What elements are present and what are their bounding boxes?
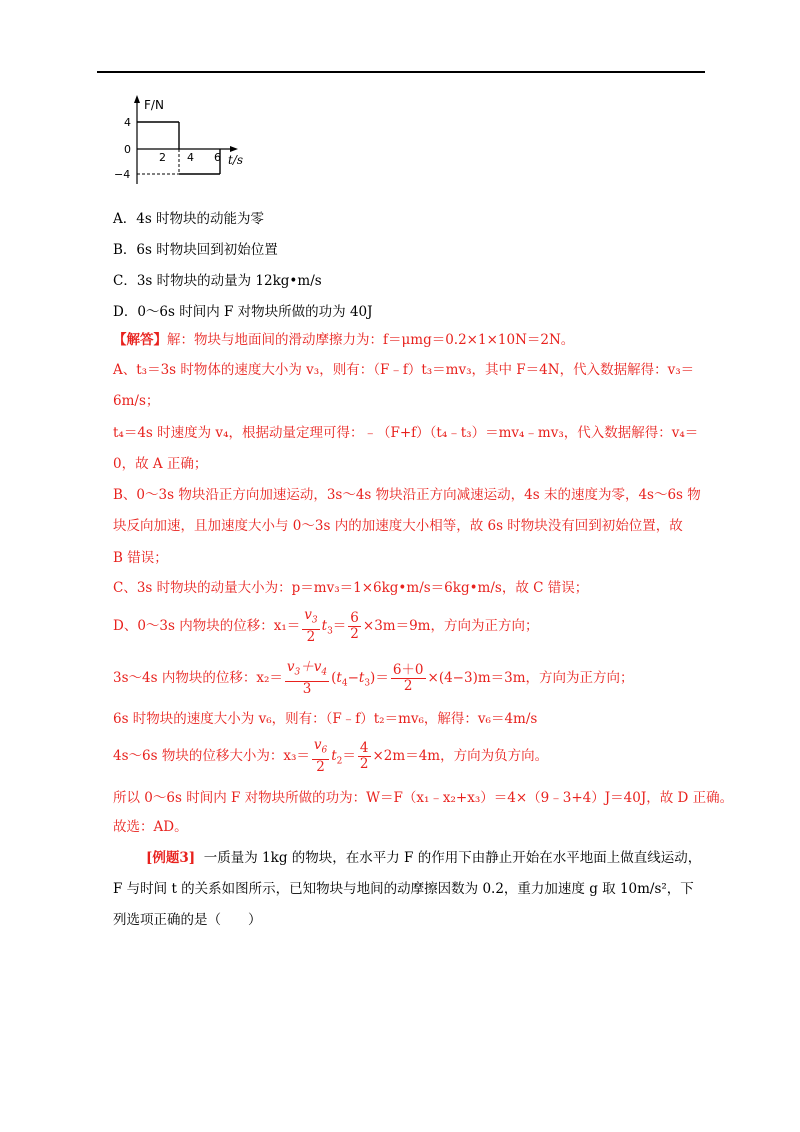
fraction-6-plus-0-over-2: $\frac{6+0}{2}$ xyxy=(392,661,424,694)
answer-b-line1: B、0～3s 物块沿正方向加速运动，3s～4s 物块沿正方向减速运动，4s 末的速度为零，4s～6s 物 xyxy=(113,487,701,503)
x-tick-4: 4 xyxy=(187,151,194,164)
example3-tag: [例题3] xyxy=(146,850,196,866)
x-axis-label: t/s xyxy=(228,153,244,167)
example3-text1: 一质量为 1kg 的物块，在水平力 F 的作用下由静止开始在水平地面上做直线运动， xyxy=(203,850,702,866)
option-d: D．0～6s 时间内 F 对物块所做的功为 40J xyxy=(113,304,373,320)
x-tick-2: 2 xyxy=(159,151,166,164)
answer-choice: 故选：AD。 xyxy=(113,819,188,835)
answer-d-line4: 4s～6s 物块的位移大小为：x₃＝ $\frac{v_6}{2}$ $t_2=$ $\frac{4}{2}$ ×2m＝4m，方向为负方向。 xyxy=(113,737,549,775)
answer-tag: 【解答】 xyxy=(113,332,167,348)
answer-a-line2: 6m/s； xyxy=(113,393,160,409)
answer-d4-prefix: 4s～6s 物块的位移大小为：x₃＝ xyxy=(113,747,310,764)
answer-d2-suffix: m＝3m，方向为正方向； xyxy=(477,669,634,686)
answer-a-line4: 0，故 A 正确； xyxy=(113,456,208,472)
y-axis-label: F/N xyxy=(144,98,164,112)
answer-d-line3: 6s 时物块的速度大小为 v₆，则有：（F﹣f）t₂＝mv₆，解得：v₆＝4m/s xyxy=(113,711,538,727)
answer-b-line2: 块反向加速，且加速度大小与 0～3s 内的加速度大小相等，故 6s 时物块没有回到初始位置，故 xyxy=(113,518,683,534)
fraction-v3-plus-v4-over-3: $\frac{v_3+v_4}{3}$ xyxy=(286,659,328,697)
answer-d1-prefix: D、0～3s 内物块的位移：x₁＝ xyxy=(113,617,301,634)
fraction-v3-over-2: $\frac{v_3}{2}$ xyxy=(304,607,318,645)
option-b: B．6s 时物块回到初始位置 xyxy=(113,242,278,258)
answer-a-line1: A、t₃＝3s 时物体的速度大小为 v₃，则有：（F﹣f）t₃＝mv₃，其中 F＝4N，代入数据解得：v₃＝ xyxy=(113,362,695,378)
answer-d-line1: D、0～3s 内物块的位移：x₁＝ $\frac{v_3}{2}$ $t_3=$ $\frac{6}{2}$ ×3m＝9m，方向为正方向； xyxy=(113,607,539,645)
x-tick-6: 6 xyxy=(214,151,221,164)
answer-a-line3: t₄＝4s 时速度为 v₄，根据动量定理可得：﹣（F+f）（t₄﹣t₃）＝mv₄﹣mv₃，代入数据解得：v₄＝ xyxy=(113,425,699,441)
example3-line1 xyxy=(146,849,701,867)
answer-b-line3: B 错误； xyxy=(113,550,168,566)
answer-intro xyxy=(113,331,574,349)
fraction-v6-over-2: $\frac{v_6}{2}$ xyxy=(313,737,328,775)
answer-c-line: C、3s 时物块的动量大小为：p＝mv₃＝1×6kg•m/s＝6kg•m/s，故 C 错误； xyxy=(113,580,589,596)
header-rule xyxy=(97,71,705,73)
answer-d-line5: 所以 0～6s 时间内 F 对物块所做的功为：W＝F（x₁﹣x₂+x₃）＝4×（9﹣3+4）J＝40J，故 D 正确。 xyxy=(113,790,734,806)
force-time-graph xyxy=(108,92,258,187)
example3-line2: F 与时间 t 的关系如图所示，已知物块与地间的动摩擦因数为 0.2，重力加速度 g 取 10m/s²，下 xyxy=(113,881,694,897)
fraction-6-over-2: $\frac{6}{2}$ xyxy=(350,609,359,642)
answer-intro-text: 解：物块与地面间的滑动摩擦力为：f＝μmg＝0.2×1×10N＝2N。 xyxy=(167,332,575,348)
answer-d4-suffix: m＝4m，方向为负方向。 xyxy=(392,747,549,764)
y-axis-arrow xyxy=(134,95,140,103)
answer-d2-prefix: 3s～4s 内物块的位移：x₂＝ xyxy=(113,669,283,686)
y-tick-neg4: −4 xyxy=(114,168,131,181)
option-c: C．3s 时物块的动量为 12kg•m/s xyxy=(113,273,322,289)
option-a: A．4s 时物块的动能为零 xyxy=(113,211,265,227)
example3-line3: 列选项正确的是（ ） xyxy=(113,912,262,928)
y-tick-0: 0 xyxy=(124,143,131,156)
fraction-4-over-2: $\frac{4}{2}$ xyxy=(359,739,369,772)
x-axis-arrow xyxy=(230,146,238,152)
y-tick-4: 4 xyxy=(124,116,131,129)
answer-d-line2: 3s～4s 内物块的位移：x₂＝ $\frac{v_3+v_4}{3}$ $(t_4-t_3)=$ $\frac{6+0}{2}$ ×(4−3)m＝3m，方向为正方向； xyxy=(113,659,634,697)
answer-d1-suffix: m＝9m，方向为正方向； xyxy=(382,617,539,634)
